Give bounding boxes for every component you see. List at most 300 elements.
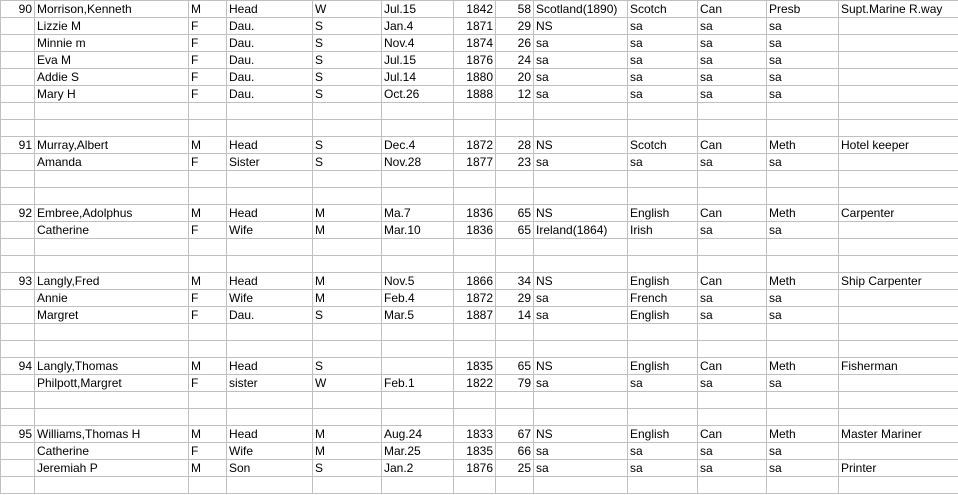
cell-nationality[interactable]: Can	[698, 426, 767, 443]
cell-origin[interactable]: French	[628, 290, 698, 307]
cell-age[interactable]	[496, 239, 534, 256]
cell-name[interactable]: Minnie m	[35, 35, 189, 52]
cell-sex[interactable]	[189, 409, 227, 426]
cell-nationality[interactable]	[698, 324, 767, 341]
cell-nationality[interactable]: Can	[698, 205, 767, 222]
cell-birthplace[interactable]: sa	[534, 290, 628, 307]
cell-birthplace[interactable]	[534, 103, 628, 120]
cell-relation[interactable]	[227, 120, 313, 137]
cell-marital-status[interactable]	[313, 120, 382, 137]
cell-relation[interactable]: Head	[227, 426, 313, 443]
cell-name[interactable]: Amanda	[35, 154, 189, 171]
cell-age[interactable]: 14	[496, 307, 534, 324]
cell-marital-status[interactable]: M	[313, 443, 382, 460]
cell-nationality[interactable]: sa	[698, 154, 767, 171]
cell-marital-status[interactable]	[313, 256, 382, 273]
cell-occupation[interactable]: Hotel keeper	[839, 137, 958, 154]
cell-relation[interactable]: Wife	[227, 290, 313, 307]
cell-household-number[interactable]	[1, 477, 35, 494]
cell-birth-date[interactable]: Jan.2	[382, 460, 454, 477]
cell-birth-date[interactable]: Ma.7	[382, 205, 454, 222]
cell-birth-year[interactable]	[454, 392, 496, 409]
cell-age[interactable]	[496, 341, 534, 358]
cell-nationality[interactable]: sa	[698, 443, 767, 460]
cell-occupation[interactable]	[839, 154, 958, 171]
cell-religion[interactable]: sa	[767, 86, 839, 103]
cell-relation[interactable]	[227, 324, 313, 341]
cell-nationality[interactable]	[698, 188, 767, 205]
cell-household-number[interactable]: 95	[1, 426, 35, 443]
cell-occupation[interactable]	[839, 239, 958, 256]
cell-birthplace[interactable]: NS	[534, 426, 628, 443]
cell-religion[interactable]: sa	[767, 307, 839, 324]
cell-sex[interactable]	[189, 392, 227, 409]
cell-sex[interactable]: M	[189, 273, 227, 290]
cell-age[interactable]: 65	[496, 222, 534, 239]
cell-occupation[interactable]	[839, 86, 958, 103]
cell-origin[interactable]	[628, 256, 698, 273]
cell-marital-status[interactable]: M	[313, 205, 382, 222]
cell-nationality[interactable]	[698, 341, 767, 358]
cell-birth-date[interactable]: Jul.14	[382, 69, 454, 86]
cell-birth-date[interactable]: Jul.15	[382, 1, 454, 18]
cell-occupation[interactable]	[839, 392, 958, 409]
cell-occupation[interactable]	[839, 171, 958, 188]
cell-name[interactable]: Langly,Fred	[35, 273, 189, 290]
cell-household-number[interactable]	[1, 341, 35, 358]
cell-age[interactable]: 65	[496, 358, 534, 375]
cell-birthplace[interactable]: Scotland(1890)	[534, 1, 628, 18]
cell-religion[interactable]: sa	[767, 52, 839, 69]
cell-origin[interactable]: sa	[628, 18, 698, 35]
cell-name[interactable]: Lizzie M	[35, 18, 189, 35]
cell-occupation[interactable]: Ship Carpenter	[839, 273, 958, 290]
cell-origin[interactable]	[628, 239, 698, 256]
cell-birth-date[interactable]	[382, 239, 454, 256]
cell-birth-year[interactable]	[454, 324, 496, 341]
cell-relation[interactable]: Wife	[227, 222, 313, 239]
cell-religion[interactable]: Meth	[767, 273, 839, 290]
cell-nationality[interactable]	[698, 171, 767, 188]
cell-age[interactable]	[496, 256, 534, 273]
cell-relation[interactable]: Wife	[227, 443, 313, 460]
cell-marital-status[interactable]: S	[313, 358, 382, 375]
cell-marital-status[interactable]	[313, 392, 382, 409]
cell-birth-date[interactable]: Mar.10	[382, 222, 454, 239]
cell-birth-date[interactable]: Aug.24	[382, 426, 454, 443]
cell-birth-year[interactable]: 1835	[454, 443, 496, 460]
cell-age[interactable]: 23	[496, 154, 534, 171]
cell-sex[interactable]: F	[189, 290, 227, 307]
cell-sex[interactable]: M	[189, 1, 227, 18]
cell-occupation[interactable]: Supt.Marine R.way	[839, 1, 958, 18]
cell-birth-year[interactable]: 1866	[454, 273, 496, 290]
cell-occupation[interactable]	[839, 103, 958, 120]
cell-religion[interactable]: sa	[767, 154, 839, 171]
cell-birthplace[interactable]	[534, 324, 628, 341]
cell-religion[interactable]: Presb	[767, 1, 839, 18]
cell-age[interactable]: 65	[496, 205, 534, 222]
cell-age[interactable]: 79	[496, 375, 534, 392]
cell-religion[interactable]: Meth	[767, 205, 839, 222]
cell-birth-year[interactable]: 1871	[454, 18, 496, 35]
cell-age[interactable]	[496, 171, 534, 188]
cell-occupation[interactable]	[839, 409, 958, 426]
cell-occupation[interactable]	[839, 35, 958, 52]
cell-origin[interactable]	[628, 324, 698, 341]
cell-relation[interactable]: Dau.	[227, 52, 313, 69]
cell-birth-year[interactable]: 1836	[454, 222, 496, 239]
cell-name[interactable]	[35, 120, 189, 137]
cell-religion[interactable]: sa	[767, 443, 839, 460]
cell-nationality[interactable]: sa	[698, 307, 767, 324]
cell-birth-year[interactable]: 1836	[454, 205, 496, 222]
cell-birth-year[interactable]	[454, 341, 496, 358]
cell-household-number[interactable]: 91	[1, 137, 35, 154]
cell-origin[interactable]: sa	[628, 154, 698, 171]
cell-sex[interactable]	[189, 477, 227, 494]
cell-origin[interactable]: sa	[628, 460, 698, 477]
cell-birth-date[interactable]: Nov.5	[382, 273, 454, 290]
cell-religion[interactable]: sa	[767, 18, 839, 35]
cell-birthplace[interactable]: sa	[534, 52, 628, 69]
cell-religion[interactable]	[767, 256, 839, 273]
cell-age[interactable]	[496, 103, 534, 120]
cell-sex[interactable]: M	[189, 358, 227, 375]
cell-sex[interactable]: F	[189, 375, 227, 392]
cell-sex[interactable]: F	[189, 222, 227, 239]
cell-age[interactable]: 26	[496, 35, 534, 52]
cell-origin[interactable]: English	[628, 426, 698, 443]
cell-birth-year[interactable]: 1822	[454, 375, 496, 392]
cell-age[interactable]	[496, 409, 534, 426]
cell-occupation[interactable]	[839, 477, 958, 494]
cell-relation[interactable]: Head	[227, 273, 313, 290]
cell-household-number[interactable]	[1, 392, 35, 409]
cell-relation[interactable]: Son	[227, 460, 313, 477]
cell-name[interactable]	[35, 324, 189, 341]
cell-occupation[interactable]	[839, 256, 958, 273]
cell-nationality[interactable]	[698, 239, 767, 256]
cell-religion[interactable]: Meth	[767, 358, 839, 375]
cell-birth-date[interactable]	[382, 103, 454, 120]
cell-occupation[interactable]	[839, 341, 958, 358]
cell-marital-status[interactable]: S	[313, 69, 382, 86]
cell-relation[interactable]: Dau.	[227, 18, 313, 35]
cell-birthplace[interactable]: sa	[534, 443, 628, 460]
cell-origin[interactable]: sa	[628, 443, 698, 460]
cell-name[interactable]	[35, 103, 189, 120]
cell-relation[interactable]	[227, 103, 313, 120]
cell-age[interactable]: 29	[496, 18, 534, 35]
cell-origin[interactable]: sa	[628, 375, 698, 392]
cell-religion[interactable]	[767, 103, 839, 120]
cell-age[interactable]: 24	[496, 52, 534, 69]
cell-birth-year[interactable]: 1874	[454, 35, 496, 52]
cell-birth-year[interactable]: 1887	[454, 307, 496, 324]
cell-sex[interactable]: F	[189, 35, 227, 52]
cell-relation[interactable]	[227, 188, 313, 205]
cell-name[interactable]: Catherine	[35, 222, 189, 239]
cell-age[interactable]: 28	[496, 137, 534, 154]
cell-nationality[interactable]: sa	[698, 35, 767, 52]
cell-origin[interactable]: sa	[628, 69, 698, 86]
cell-nationality[interactable]: Can	[698, 273, 767, 290]
cell-occupation[interactable]	[839, 443, 958, 460]
cell-relation[interactable]: Head	[227, 358, 313, 375]
cell-household-number[interactable]	[1, 188, 35, 205]
cell-origin[interactable]	[628, 341, 698, 358]
cell-nationality[interactable]	[698, 477, 767, 494]
cell-age[interactable]: 58	[496, 1, 534, 18]
cell-occupation[interactable]: Fisherman	[839, 358, 958, 375]
cell-household-number[interactable]	[1, 290, 35, 307]
cell-household-number[interactable]	[1, 239, 35, 256]
cell-name[interactable]	[35, 171, 189, 188]
cell-birthplace[interactable]: NS	[534, 273, 628, 290]
cell-occupation[interactable]	[839, 188, 958, 205]
cell-age[interactable]: 20	[496, 69, 534, 86]
cell-sex[interactable]: M	[189, 460, 227, 477]
cell-birth-year[interactable]: 1833	[454, 426, 496, 443]
cell-occupation[interactable]	[839, 222, 958, 239]
cell-birth-year[interactable]: 1888	[454, 86, 496, 103]
cell-religion[interactable]	[767, 341, 839, 358]
cell-sex[interactable]	[189, 341, 227, 358]
cell-birth-date[interactable]: Jul.15	[382, 52, 454, 69]
cell-occupation[interactable]	[839, 307, 958, 324]
cell-age[interactable]: 34	[496, 273, 534, 290]
cell-marital-status[interactable]: S	[313, 86, 382, 103]
cell-household-number[interactable]	[1, 443, 35, 460]
cell-birthplace[interactable]	[534, 120, 628, 137]
cell-age[interactable]: 67	[496, 426, 534, 443]
cell-birth-year[interactable]: 1872	[454, 137, 496, 154]
cell-marital-status[interactable]: S	[313, 154, 382, 171]
cell-birthplace[interactable]: sa	[534, 86, 628, 103]
cell-marital-status[interactable]: S	[313, 52, 382, 69]
cell-birthplace[interactable]: sa	[534, 375, 628, 392]
cell-birth-year[interactable]	[454, 171, 496, 188]
cell-household-number[interactable]	[1, 256, 35, 273]
cell-household-number[interactable]	[1, 222, 35, 239]
cell-household-number[interactable]	[1, 324, 35, 341]
cell-birthplace[interactable]	[534, 341, 628, 358]
cell-household-number[interactable]	[1, 154, 35, 171]
cell-origin[interactable]	[628, 120, 698, 137]
cell-birth-year[interactable]: 1842	[454, 1, 496, 18]
cell-sex[interactable]: F	[189, 154, 227, 171]
cell-birth-year[interactable]	[454, 256, 496, 273]
cell-name[interactable]: Addie S	[35, 69, 189, 86]
cell-birth-year[interactable]	[454, 409, 496, 426]
cell-nationality[interactable]: Can	[698, 1, 767, 18]
cell-nationality[interactable]	[698, 103, 767, 120]
cell-birthplace[interactable]	[534, 477, 628, 494]
cell-birth-date[interactable]: Mar.25	[382, 443, 454, 460]
cell-birthplace[interactable]	[534, 256, 628, 273]
cell-birthplace[interactable]: NS	[534, 358, 628, 375]
cell-birth-date[interactable]	[382, 256, 454, 273]
cell-nationality[interactable]: sa	[698, 460, 767, 477]
cell-nationality[interactable]: sa	[698, 52, 767, 69]
cell-sex[interactable]	[189, 103, 227, 120]
cell-origin[interactable]: Scotch	[628, 137, 698, 154]
cell-name[interactable]: Embree,Adolphus	[35, 205, 189, 222]
cell-birth-date[interactable]	[382, 477, 454, 494]
cell-name[interactable]: Morrison,Kenneth	[35, 1, 189, 18]
cell-birth-date[interactable]	[382, 358, 454, 375]
cell-birthplace[interactable]: NS	[534, 137, 628, 154]
cell-birth-date[interactable]	[382, 324, 454, 341]
cell-origin[interactable]	[628, 103, 698, 120]
cell-origin[interactable]: English	[628, 358, 698, 375]
cell-occupation[interactable]	[839, 52, 958, 69]
cell-name[interactable]: Margret	[35, 307, 189, 324]
cell-birth-year[interactable]: 1876	[454, 460, 496, 477]
cell-relation[interactable]	[227, 409, 313, 426]
cell-household-number[interactable]	[1, 409, 35, 426]
cell-occupation[interactable]: Printer	[839, 460, 958, 477]
cell-nationality[interactable]: sa	[698, 69, 767, 86]
cell-origin[interactable]	[628, 188, 698, 205]
cell-nationality[interactable]	[698, 392, 767, 409]
cell-age[interactable]: 12	[496, 86, 534, 103]
cell-birthplace[interactable]: sa	[534, 35, 628, 52]
cell-relation[interactable]: Head	[227, 137, 313, 154]
cell-nationality[interactable]	[698, 409, 767, 426]
cell-origin[interactable]: sa	[628, 52, 698, 69]
cell-household-number[interactable]	[1, 307, 35, 324]
cell-origin[interactable]: sa	[628, 35, 698, 52]
cell-household-number[interactable]	[1, 52, 35, 69]
cell-nationality[interactable]: sa	[698, 18, 767, 35]
cell-name[interactable]	[35, 392, 189, 409]
cell-origin[interactable]	[628, 392, 698, 409]
cell-household-number[interactable]	[1, 35, 35, 52]
cell-marital-status[interactable]: W	[313, 375, 382, 392]
cell-birth-date[interactable]: Nov.28	[382, 154, 454, 171]
cell-marital-status[interactable]: M	[313, 273, 382, 290]
cell-marital-status[interactable]	[313, 171, 382, 188]
cell-occupation[interactable]	[839, 290, 958, 307]
cell-religion[interactable]	[767, 171, 839, 188]
cell-nationality[interactable]: sa	[698, 290, 767, 307]
cell-occupation[interactable]	[839, 69, 958, 86]
cell-age[interactable]: 66	[496, 443, 534, 460]
cell-birth-year[interactable]: 1872	[454, 290, 496, 307]
cell-origin[interactable]: English	[628, 205, 698, 222]
cell-birth-year[interactable]	[454, 239, 496, 256]
cell-name[interactable]: Langly,Thomas	[35, 358, 189, 375]
cell-sex[interactable]: M	[189, 426, 227, 443]
cell-relation[interactable]: sister	[227, 375, 313, 392]
cell-occupation[interactable]: Master Mariner	[839, 426, 958, 443]
cell-name[interactable]	[35, 409, 189, 426]
cell-religion[interactable]: sa	[767, 375, 839, 392]
cell-name[interactable]: Eva M	[35, 52, 189, 69]
cell-religion[interactable]	[767, 188, 839, 205]
cell-birthplace[interactable]: sa	[534, 460, 628, 477]
cell-birth-year[interactable]	[454, 103, 496, 120]
cell-sex[interactable]: F	[189, 18, 227, 35]
cell-marital-status[interactable]: M	[313, 222, 382, 239]
cell-birthplace[interactable]: NS	[534, 205, 628, 222]
cell-relation[interactable]	[227, 392, 313, 409]
cell-birth-date[interactable]: Feb.4	[382, 290, 454, 307]
cell-marital-status[interactable]	[313, 409, 382, 426]
cell-sex[interactable]	[189, 120, 227, 137]
cell-household-number[interactable]	[1, 86, 35, 103]
cell-household-number[interactable]	[1, 18, 35, 35]
cell-relation[interactable]: Dau.	[227, 35, 313, 52]
cell-birth-date[interactable]: Mar.5	[382, 307, 454, 324]
cell-sex[interactable]: F	[189, 443, 227, 460]
cell-occupation[interactable]: Carpenter	[839, 205, 958, 222]
cell-relation[interactable]: Sister	[227, 154, 313, 171]
cell-name[interactable]: Murray,Albert	[35, 137, 189, 154]
cell-religion[interactable]: sa	[767, 290, 839, 307]
cell-household-number[interactable]: 93	[1, 273, 35, 290]
cell-origin[interactable]	[628, 409, 698, 426]
cell-birth-date[interactable]: Jan.4	[382, 18, 454, 35]
cell-birthplace[interactable]	[534, 392, 628, 409]
cell-birth-year[interactable]	[454, 477, 496, 494]
cell-marital-status[interactable]	[313, 477, 382, 494]
cell-age[interactable]	[496, 392, 534, 409]
cell-birthplace[interactable]	[534, 188, 628, 205]
cell-origin[interactable]	[628, 171, 698, 188]
cell-name[interactable]: Philpott,Margret	[35, 375, 189, 392]
cell-marital-status[interactable]	[313, 239, 382, 256]
cell-religion[interactable]	[767, 409, 839, 426]
cell-relation[interactable]: Head	[227, 1, 313, 18]
cell-birth-date[interactable]: Dec.4	[382, 137, 454, 154]
cell-household-number[interactable]: 94	[1, 358, 35, 375]
cell-age[interactable]: 25	[496, 460, 534, 477]
cell-birth-date[interactable]	[382, 409, 454, 426]
cell-occupation[interactable]	[839, 324, 958, 341]
cell-birth-date[interactable]	[382, 171, 454, 188]
cell-birth-year[interactable]	[454, 120, 496, 137]
cell-religion[interactable]	[767, 120, 839, 137]
cell-sex[interactable]: F	[189, 52, 227, 69]
cell-religion[interactable]: sa	[767, 69, 839, 86]
cell-birth-date[interactable]: Feb.1	[382, 375, 454, 392]
cell-marital-status[interactable]: M	[313, 426, 382, 443]
cell-marital-status[interactable]: W	[313, 1, 382, 18]
cell-age[interactable]	[496, 477, 534, 494]
cell-religion[interactable]: Meth	[767, 426, 839, 443]
cell-marital-status[interactable]: M	[313, 290, 382, 307]
cell-origin[interactable]	[628, 477, 698, 494]
cell-religion[interactable]: sa	[767, 35, 839, 52]
cell-relation[interactable]: Dau.	[227, 307, 313, 324]
cell-birthplace[interactable]	[534, 409, 628, 426]
cell-birth-date[interactable]	[382, 188, 454, 205]
cell-sex[interactable]: M	[189, 137, 227, 154]
cell-name[interactable]	[35, 256, 189, 273]
cell-marital-status[interactable]: S	[313, 137, 382, 154]
cell-relation[interactable]: Dau.	[227, 86, 313, 103]
cell-birthplace[interactable]: Ireland(1864)	[534, 222, 628, 239]
cell-sex[interactable]	[189, 171, 227, 188]
cell-origin[interactable]: sa	[628, 86, 698, 103]
cell-sex[interactable]	[189, 188, 227, 205]
cell-religion[interactable]: sa	[767, 222, 839, 239]
cell-name[interactable]: Williams,Thomas H	[35, 426, 189, 443]
cell-name[interactable]: Catherine	[35, 443, 189, 460]
